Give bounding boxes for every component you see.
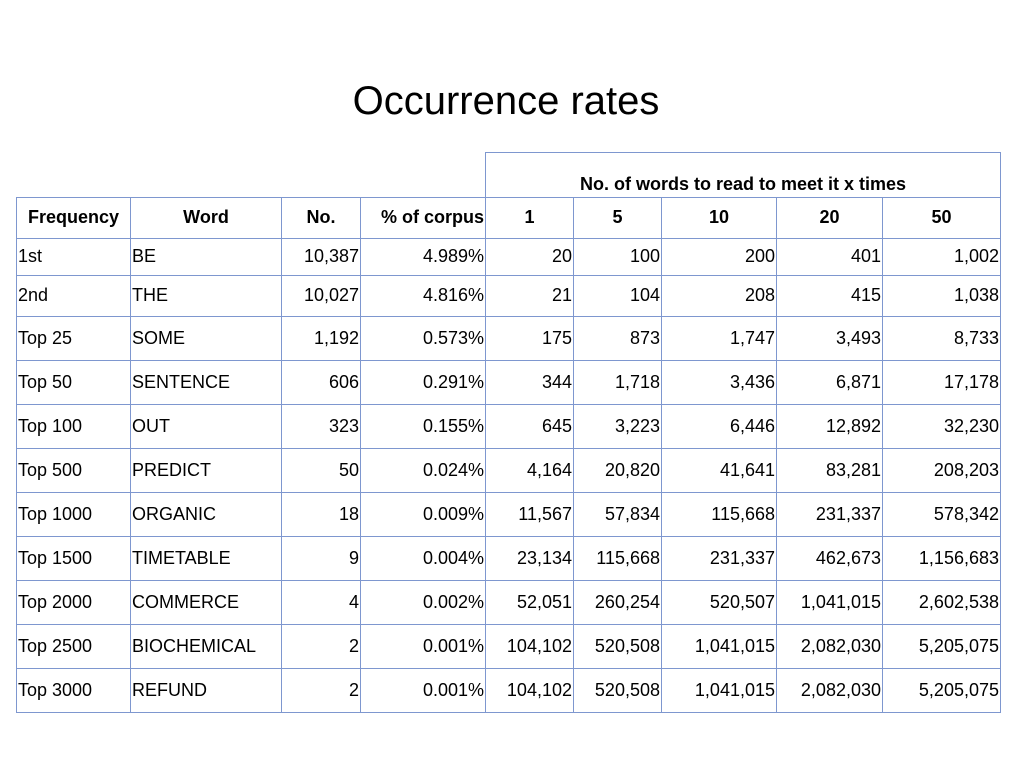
reads-20x-cell: 12,892 (777, 404, 883, 448)
reads-20x-cell: 2,082,030 (777, 624, 883, 668)
page-title: Occurrence rates (352, 79, 660, 123)
percent-cell: 0.291% (361, 360, 486, 404)
word-cell: TIMETABLE (131, 536, 282, 580)
word-cell: THE (131, 275, 282, 316)
table-row (17, 404, 1001, 448)
reads-20x-cell: 462,673 (777, 536, 883, 580)
frequency-cell: 1st (17, 238, 131, 275)
word-cell: COMMERCE (131, 580, 282, 624)
reads-5x-cell: 57,834 (574, 492, 662, 536)
reads-1x-cell: 20 (486, 238, 574, 275)
reads-10x-cell: 1,747 (662, 316, 777, 360)
percent-cell: 0.001% (361, 668, 486, 712)
reads-1x-cell: 23,134 (486, 536, 574, 580)
frequency-cell: 2nd (17, 275, 131, 316)
table-row (17, 316, 1001, 360)
reads-10x-cell: 1,041,015 (662, 624, 777, 668)
table-row (17, 668, 1001, 712)
frequency-cell: Top 50 (17, 360, 131, 404)
column-header-row (17, 197, 1001, 238)
count-cell: 2 (282, 624, 361, 668)
frequency-cell: Top 1000 (17, 492, 131, 536)
count-cell: 2 (282, 668, 361, 712)
reads-50x-cell: 5,205,075 (883, 624, 1001, 668)
column-header-count: No. (282, 197, 361, 238)
reads-10x-cell: 1,041,015 (662, 668, 777, 712)
reads-20x-cell: 2,082,030 (777, 668, 883, 712)
reads-10x-cell: 3,436 (662, 360, 777, 404)
reads-5x-cell: 3,223 (574, 404, 662, 448)
frequency-cell: Top 2000 (17, 580, 131, 624)
percent-cell: 0.155% (361, 404, 486, 448)
percent-cell: 0.001% (361, 624, 486, 668)
frequency-cell: Top 100 (17, 404, 131, 448)
word-cell: BE (131, 238, 282, 275)
reads-20x-cell: 1,041,015 (777, 580, 883, 624)
count-cell: 4 (282, 580, 361, 624)
table-row (17, 624, 1001, 668)
count-cell: 18 (282, 492, 361, 536)
reads-50x-cell: 208,203 (883, 448, 1001, 492)
group-header-row (17, 153, 1001, 198)
reads-50x-cell: 8,733 (883, 316, 1001, 360)
percent-cell: 0.024% (361, 448, 486, 492)
reads-1x-cell: 11,567 (486, 492, 574, 536)
reads-20x-cell: 83,281 (777, 448, 883, 492)
frequency-cell: Top 2500 (17, 624, 131, 668)
occurrence-table (16, 152, 1001, 713)
column-header-50x: 50 (883, 197, 1001, 238)
word-cell: PREDICT (131, 448, 282, 492)
reads-10x-cell: 6,446 (662, 404, 777, 448)
frequency-cell: Top 3000 (17, 668, 131, 712)
reads-1x-cell: 104,102 (486, 624, 574, 668)
reads-5x-cell: 260,254 (574, 580, 662, 624)
reads-10x-cell: 231,337 (662, 536, 777, 580)
reads-5x-cell: 873 (574, 316, 662, 360)
reads-1x-cell: 175 (486, 316, 574, 360)
count-cell: 9 (282, 536, 361, 580)
reads-20x-cell: 6,871 (777, 360, 883, 404)
reads-1x-cell: 52,051 (486, 580, 574, 624)
count-cell: 10,387 (282, 238, 361, 275)
reads-20x-cell: 231,337 (777, 492, 883, 536)
column-header-5x: 5 (574, 197, 662, 238)
frequency-cell: Top 500 (17, 448, 131, 492)
table-row (17, 238, 1001, 275)
word-cell: BIOCHEMICAL (131, 624, 282, 668)
column-header-20x: 20 (777, 197, 883, 238)
reads-10x-cell: 208 (662, 275, 777, 316)
table-row (17, 448, 1001, 492)
reads-50x-cell: 1,156,683 (883, 536, 1001, 580)
reads-50x-cell: 5,205,075 (883, 668, 1001, 712)
word-cell: SENTENCE (131, 360, 282, 404)
percent-cell: 4.816% (361, 275, 486, 316)
column-header-10x: 10 (662, 197, 777, 238)
reads-1x-cell: 21 (486, 275, 574, 316)
column-header-frequency: Frequency (17, 197, 131, 238)
reads-5x-cell: 520,508 (574, 624, 662, 668)
count-cell: 50 (282, 448, 361, 492)
reads-10x-cell: 520,507 (662, 580, 777, 624)
reads-1x-cell: 645 (486, 404, 574, 448)
count-cell: 1,192 (282, 316, 361, 360)
group-header: No. of words to read to meet it x times (486, 153, 1001, 198)
count-cell: 606 (282, 360, 361, 404)
table-row (17, 536, 1001, 580)
column-header-percent: % of corpus (361, 197, 486, 238)
percent-cell: 0.009% (361, 492, 486, 536)
reads-20x-cell: 415 (777, 275, 883, 316)
frequency-cell: Top 25 (17, 316, 131, 360)
reads-1x-cell: 344 (486, 360, 574, 404)
word-cell: ORGANIC (131, 492, 282, 536)
reads-5x-cell: 520,508 (574, 668, 662, 712)
table-row (17, 360, 1001, 404)
percent-cell: 4.989% (361, 238, 486, 275)
reads-10x-cell: 115,668 (662, 492, 777, 536)
reads-50x-cell: 1,002 (883, 238, 1001, 275)
table-body (17, 238, 1001, 712)
blank-cell (17, 153, 486, 198)
reads-20x-cell: 401 (777, 238, 883, 275)
reads-5x-cell: 104 (574, 275, 662, 316)
reads-20x-cell: 3,493 (777, 316, 883, 360)
reads-5x-cell: 20,820 (574, 448, 662, 492)
reads-10x-cell: 41,641 (662, 448, 777, 492)
reads-50x-cell: 2,602,538 (883, 580, 1001, 624)
reads-50x-cell: 32,230 (883, 404, 1001, 448)
table-row (17, 492, 1001, 536)
reads-50x-cell: 17,178 (883, 360, 1001, 404)
count-cell: 10,027 (282, 275, 361, 316)
reads-50x-cell: 1,038 (883, 275, 1001, 316)
reads-5x-cell: 100 (574, 238, 662, 275)
reads-10x-cell: 200 (662, 238, 777, 275)
table-row (17, 275, 1001, 316)
count-cell: 323 (282, 404, 361, 448)
word-cell: OUT (131, 404, 282, 448)
percent-cell: 0.004% (361, 536, 486, 580)
frequency-cell: Top 1500 (17, 536, 131, 580)
reads-5x-cell: 115,668 (574, 536, 662, 580)
word-cell: SOME (131, 316, 282, 360)
reads-5x-cell: 1,718 (574, 360, 662, 404)
column-header-word: Word (131, 197, 282, 238)
percent-cell: 0.573% (361, 316, 486, 360)
percent-cell: 0.002% (361, 580, 486, 624)
word-cell: REFUND (131, 668, 282, 712)
column-header-1x: 1 (486, 197, 574, 238)
table-row (17, 580, 1001, 624)
reads-1x-cell: 4,164 (486, 448, 574, 492)
reads-1x-cell: 104,102 (486, 668, 574, 712)
reads-50x-cell: 578,342 (883, 492, 1001, 536)
